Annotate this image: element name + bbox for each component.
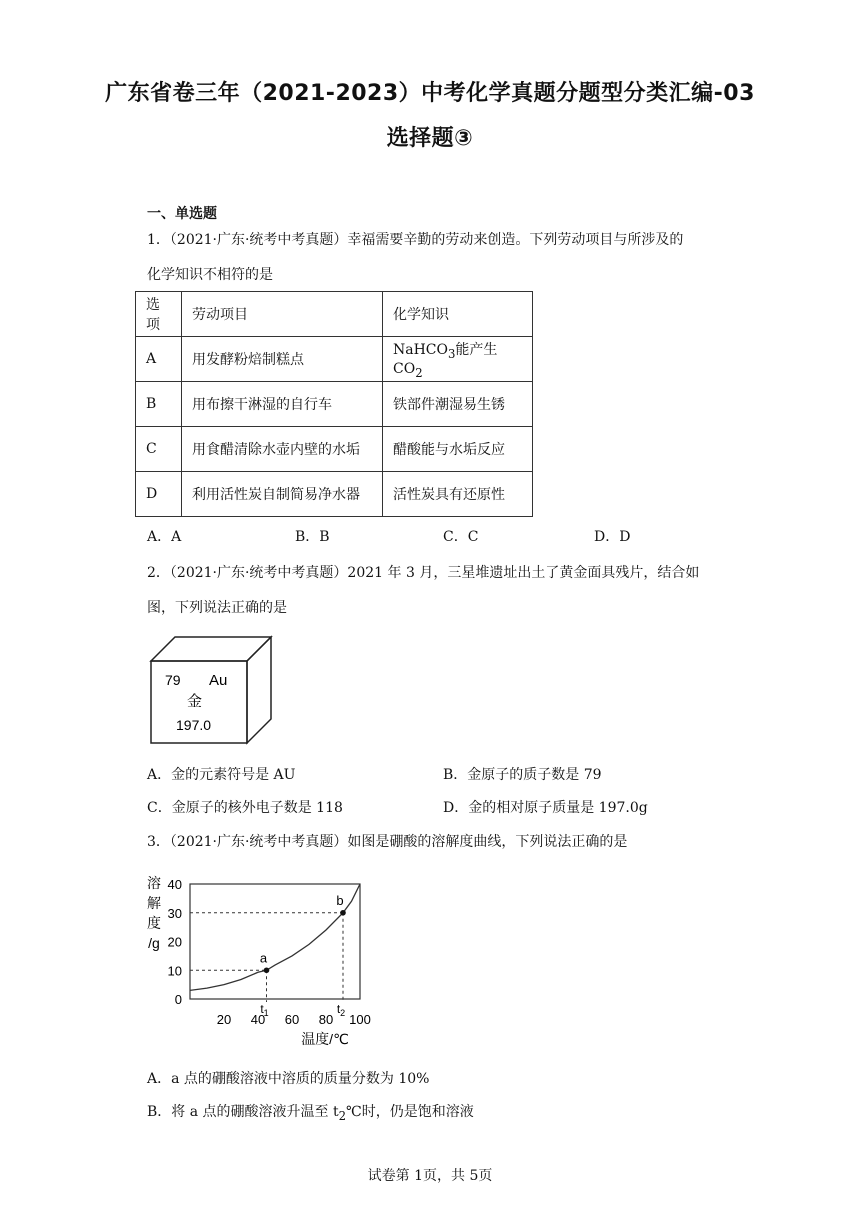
q1-stem-line1: 1．（2021·广东·统考中考真题）幸福需要辛勤的劳动来创造。下列劳动项目与所涉及的 xyxy=(147,232,684,248)
q3-stem: 3．（2021·广东·统考中考真题）如图是硼酸的溶解度曲线，下列说法正确的是 xyxy=(147,834,628,850)
table-row xyxy=(136,427,533,472)
q1-table xyxy=(135,291,533,517)
y-axis-label: 溶 xyxy=(147,875,161,891)
data-point xyxy=(340,910,346,916)
table-header-cell: 劳动项目 xyxy=(182,292,383,337)
y-axis-label: /g xyxy=(148,935,160,951)
q3-option-b-subscript: 2 xyxy=(338,1108,347,1123)
table-cell: B xyxy=(136,382,182,427)
y-axis-label: 解 xyxy=(147,895,161,911)
plot-frame xyxy=(190,884,360,999)
formula-text: 能产生 CO xyxy=(393,341,498,377)
table-row xyxy=(136,382,533,427)
table-cell: 利用活性炭自制简易净水器 xyxy=(182,472,383,517)
y-tick-label: 20 xyxy=(167,934,182,950)
q3-option-b-text-end: ℃时，仍是饱和溶液 xyxy=(346,1104,474,1120)
q3-option-b xyxy=(147,1102,474,1126)
solubility-curve xyxy=(190,884,360,990)
temperature-marker-label: $t_1$ xyxy=(260,1002,269,1018)
table-cell: 活性炭具有还原性 xyxy=(383,472,533,517)
y-axis-label: 度 xyxy=(147,915,161,931)
table-cell: 用食醋清除水壶内壁的水垢 xyxy=(182,427,383,472)
element-mass: 197.0 xyxy=(176,717,212,733)
table-row xyxy=(136,337,533,382)
q1-option-a: A．A xyxy=(147,529,182,545)
table-header-cell: 选项 xyxy=(136,292,182,337)
gold-element-cube xyxy=(147,633,277,748)
x-tick-label: 40 xyxy=(250,1012,266,1027)
q2-stem-line2: 图，下列说法正确的是 xyxy=(147,600,287,616)
table-cell: A xyxy=(136,337,182,382)
x-tick-label: 80 xyxy=(318,1012,334,1027)
y-tick-label: 10 xyxy=(167,963,182,979)
element-symbol: Au xyxy=(209,672,228,689)
q2-option-a: A．金的元素符号是 AU xyxy=(147,767,296,783)
formula-subscript: 2 xyxy=(415,365,423,380)
table-cell: C xyxy=(136,427,182,472)
x-tick-label: 20 xyxy=(216,1012,232,1027)
q2-option-c: C．金原子的核外电子数是 118 xyxy=(147,800,343,816)
x-tick-label: 100 xyxy=(349,1012,371,1027)
section-heading: 一、单选题 xyxy=(147,206,217,222)
y-tick-label: 30 xyxy=(167,905,182,921)
table-cell: 用布擦干淋湿的自行车 xyxy=(182,382,383,427)
table-header-cell: 化学知识 xyxy=(383,292,533,337)
q2-stem-line1: 2．（2021·广东·统考中考真题）2021 年 3 月，三星堆遗址出土了黄金面具残片，结合如 xyxy=(147,565,700,581)
y-tick-label: 0 xyxy=(174,992,182,1007)
q1-stem-line2: 化学知识不相符的是 xyxy=(147,267,273,283)
formula-subscript: 3 xyxy=(448,346,456,361)
page-footer: 试卷第 1页，共 5页 xyxy=(367,1168,493,1184)
document-title-line1: 广东省卷三年（2021-2023）中考化学真题分题型分类汇编-03 xyxy=(105,81,755,106)
x-tick-label: 60 xyxy=(284,1012,300,1027)
x-axis-label: 温度/℃ xyxy=(301,1031,349,1047)
table-row xyxy=(136,472,533,517)
q2-option-d: D．金的相对原子质量是 197.0g xyxy=(443,800,648,816)
q2-option-b: B．金原子的质子数是 79 xyxy=(443,767,602,783)
q1-option-c: C．C xyxy=(443,529,479,545)
formula-text: NaHCO xyxy=(393,341,448,358)
data-point xyxy=(264,967,270,973)
q3-option-a: A．a 点的硼酸溶液中溶质的质量分数为 10% xyxy=(147,1071,430,1087)
table-cell: D xyxy=(136,472,182,517)
table-cell: 铁部件潮湿易生锈 xyxy=(383,382,533,427)
table-cell: 用发酵粉焙制糕点 xyxy=(182,337,383,382)
point-label: a xyxy=(259,950,268,966)
q3-option-b-text: B．将 a 点的硼酸溶液升温至 t xyxy=(147,1104,339,1120)
temperature-marker-label: $t_2$ xyxy=(336,1002,346,1018)
table-header-row xyxy=(136,292,533,337)
document-title-line2: 选择题③ xyxy=(386,126,474,151)
solubility-chart xyxy=(140,866,390,1056)
y-tick-label: 40 xyxy=(167,877,182,892)
q1-option-b: B．B xyxy=(295,529,330,545)
element-atomic-number: 79 xyxy=(165,672,181,688)
point-label: b xyxy=(336,892,344,908)
table-cell: 醋酸能与水垢反应 xyxy=(383,427,533,472)
table-cell xyxy=(383,337,533,382)
q1-option-d: D．D xyxy=(594,529,631,545)
element-name: 金 xyxy=(187,692,203,710)
